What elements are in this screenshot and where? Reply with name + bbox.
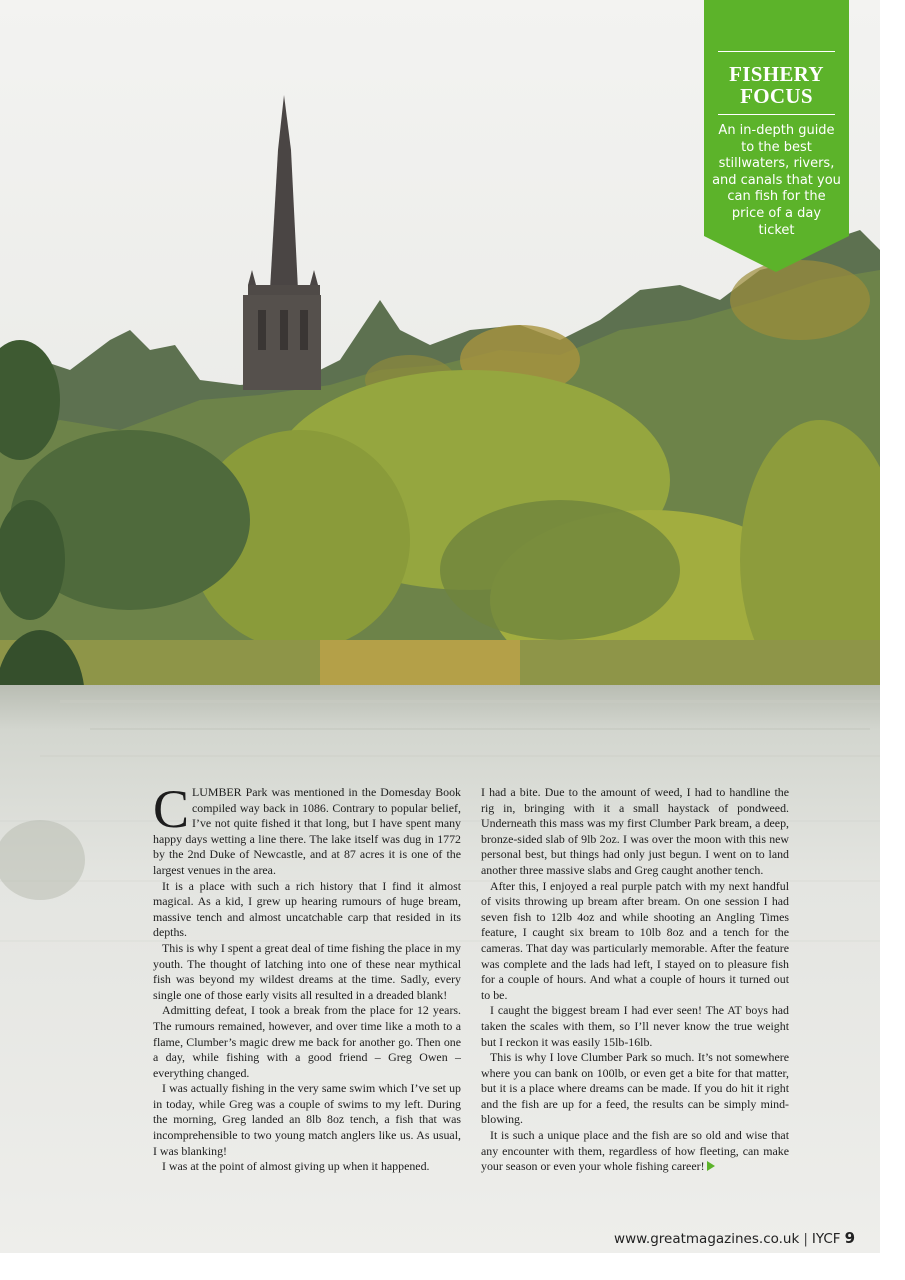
page-number: 9 — [844, 1229, 855, 1247]
footer-separator: | — [803, 1231, 808, 1247]
article-paragraph: After this, I enjoyed a real purple patch with my next handful of visits throwing up bream after bream. On one session I had seven fish to 12lb 4oz and while shooting an Angling Times feature, I caught six bream to 10lb 8oz and a tench for the cameras. That day was particularly memorable. After the feature was complete and the lads had left, I stayed on to pleasure fish for a couple of hours. And what a couple of hours it turned out to be. — [481, 878, 789, 1002]
article-paragraph: I was at the point of almost giving up when it happened. — [162, 1159, 430, 1174]
fishery-focus-banner — [704, 0, 849, 272]
banner-bottom-rule — [718, 114, 835, 115]
article-paragraph: This is why I spent a great deal of time fishing the place in my youth. The thought of latching into one of these near mythical fish was beyond my wildest dreams at the time. Sadly, every single one of those early visits all resulted in a dreaded blank! — [153, 940, 461, 1002]
article-paragraph-last — [481, 1128, 789, 1175]
footer-section: IYCF — [811, 1231, 841, 1247]
footer-url: www.greatmagazines.co.uk — [614, 1231, 800, 1247]
banner-top-rule — [718, 51, 835, 52]
banner-title-line1: FISHERY — [729, 62, 824, 86]
paragraph-text: LUMBER Park was mentioned in the Domesday Book compiled way back in 1086. Contrary to popular belief, I’ve not quite fished it that long, but I have spent many happy days wetting a line there. The lake itself was dug in 1772 by the 2nd Duke of Newcastle, and at 87 acres it is one of the largest venues in the area. — [153, 785, 461, 877]
article-paragraph — [153, 779, 461, 879]
article-paragraph: Admitting defeat, I took a break from the place for 12 years. The rumours remained, however, and over time like a moth to a flame, Clumber’s magic drew me back for another go. Then one a day, while fishing with a good friend – Greg Owen – everything changed. — [153, 1003, 461, 1080]
article-paragraph: I had a bite. Due to the amount of weed, I had to handline the rig in, bringing with it a small haystack of pondweed. Underneath this mass was my first Clumber Park bream, a deep, bronze-sided slab of 9lb 2oz. I was over the moon with this new personal best, but things had only just begun. I went on to land another three massive slabs and Greg caught another tench. — [481, 785, 789, 877]
banner-title-line2: FOCUS — [740, 84, 813, 108]
banner-title — [704, 63, 849, 107]
article-paragraph: This is why I love Clumber Park so much. It’s not somewhere where you can bank on 100lb, or even get a bite for that matter, but it is a place where dreams can be made. If you do hit it right and the fish are up for a feed, the results can be simply mind-blowing. — [481, 1050, 789, 1127]
article-paragraph: I was actually fishing in the very same swim which I’ve set up in today, while Greg was a couple of swims to my left. During the morning, Greg landed an 8lb 8oz tench, a fish that was incomprehensible to two young match anglers like us. As usual, I was blanking! — [153, 1081, 461, 1158]
article-paragraph: It is a place with such a rich history that I find it almost magical. As a kid, I grew up hearing rumours of huge bream, massive tench and almost uncatchable carp that resided in its depths. — [153, 878, 461, 940]
end-of-article-icon — [707, 1161, 715, 1171]
paragraph-text: It is such a unique place and the fish are so old and wise that any encounter with them, regardless of how fleeting, can make your season or even your whole fishing career! — [481, 1128, 789, 1174]
article-column-2 — [481, 785, 789, 1175]
article-column-1 — [153, 779, 461, 1175]
page-footer — [614, 1229, 855, 1247]
drop-cap: C — [153, 779, 190, 839]
article-paragraph: I caught the biggest bream I had ever seen! The AT boys had taken the scales with them, so I’ll never know the true weight but I reckon it was easily 15lb-16lb. — [481, 1003, 789, 1049]
banner-subtitle: An in-depth guide to the best stillwaters, rivers, and canals that you can fish for the price of a day ticket — [712, 123, 841, 238]
